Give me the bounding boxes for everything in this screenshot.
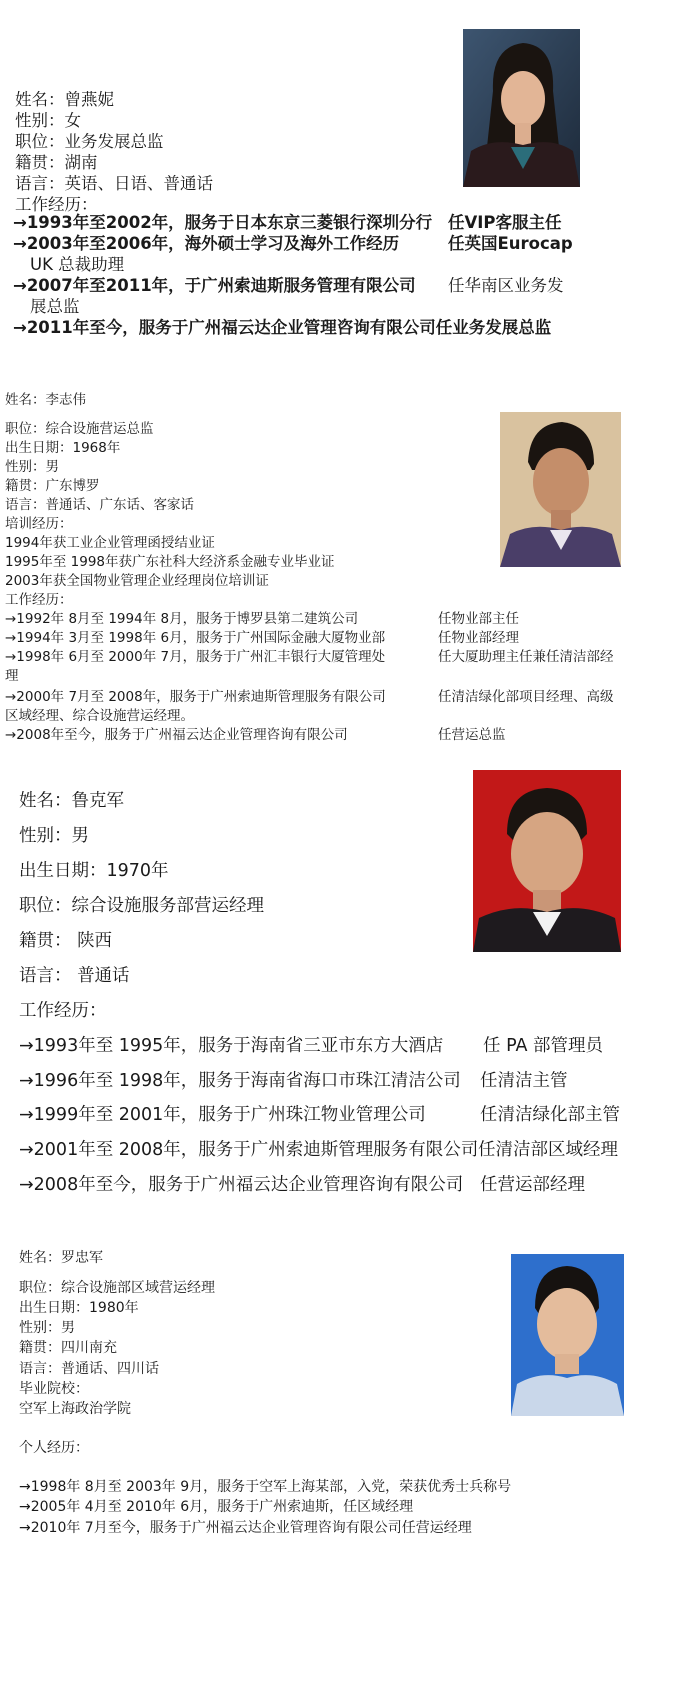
origin-field: 籍贯：湖南 xyxy=(15,153,98,172)
work-entry-role: 任大厦助理主任兼任清洁部经 xyxy=(438,649,614,665)
work-entry-role: 任 PA 部管理员 xyxy=(483,1036,604,1056)
work-entry-role: 任清洁绿化部项目经理、高级 xyxy=(438,689,614,705)
work-entry-role: 任营运部经理 xyxy=(480,1175,585,1195)
training-entry: 1994年获工业企业管理函授结业证 xyxy=(5,535,215,551)
work-entry: →2007年至2011年，于广州索迪斯服务管理有限公司 xyxy=(13,276,416,295)
work-entry: →1996年至 1998年，服务于海南省海口市珠江清洁公司 xyxy=(19,1071,461,1091)
work-entry: →2000年 7月至 2008年，服务于广州索迪斯管理服务有限公司 xyxy=(5,689,386,705)
birth-field: 出生日期：1968年 xyxy=(5,440,121,456)
work-entry-role: 任华南区业务发 xyxy=(448,276,564,295)
profile-card xyxy=(0,1200,690,1570)
work-entry-continuation: UK 总裁助理 xyxy=(30,255,125,274)
work-entry-role: 任物业部主任 xyxy=(438,611,519,627)
work-entry-role: 任VIP客服主任 xyxy=(448,213,562,232)
work-entry-role: 任清洁部区域经理 xyxy=(478,1140,618,1160)
work-entry: →1999年至 2001年，服务于广州珠江物业管理公司 xyxy=(19,1105,426,1125)
profile-photo xyxy=(473,770,621,952)
school-field: 空军上海政治学院 xyxy=(19,1401,131,1417)
language-field: 语言：普通话、广东话、客家话 xyxy=(5,497,194,513)
work-entry-continuation: 展总监 xyxy=(30,297,80,316)
work-entry: →1998年 8月至 2003年 9月，服务于空军上海某部，入党，荣获优秀士兵称号 xyxy=(19,1479,512,1495)
position-field: 职位：业务发展总监 xyxy=(15,132,164,151)
gender-field: 性别：女 xyxy=(15,111,81,130)
name-field: 姓名：李志伟 xyxy=(5,392,86,408)
work-entry-role: 任清洁绿化部主管 xyxy=(480,1105,620,1125)
gender-field: 性别：男 xyxy=(19,826,89,846)
work-history-heading: 工作经历： xyxy=(5,592,73,608)
profile-photo xyxy=(500,412,621,567)
work-entry: →1992年 8月至 1994年 8月，服务于博罗县第二建筑公司 xyxy=(5,611,359,627)
origin-field: 籍贯：四川南充 xyxy=(19,1340,117,1356)
work-history-heading: 工作经历： xyxy=(15,195,98,214)
work-entry: →1993年至2002年，服务于日本东京三菱银行深圳分行 xyxy=(13,213,433,232)
position-field: 职位：综合设施服务部营运经理 xyxy=(19,896,264,916)
training-entry: 1995年至 1998年获广东社科大经济系金融专业毕业证 xyxy=(5,554,335,570)
birth-field: 出生日期：1980年 xyxy=(19,1300,139,1316)
work-entry: →2010年 7月至今，服务于广州福云达企业管理咨询有限公司任营运经理 xyxy=(19,1520,472,1536)
origin-field: 籍贯：广东博罗 xyxy=(5,478,100,494)
gender-field: 性别：男 xyxy=(19,1320,75,1336)
work-entry-role: 任物业部经理 xyxy=(438,630,519,646)
work-entry: →1993年至 1995年，服务于海南省三亚市东方大酒店 xyxy=(19,1036,444,1056)
gender-field: 性别：男 xyxy=(5,459,59,475)
work-entry-continuation: 区域经理、综合设施营运经理。 xyxy=(5,708,194,724)
name-field: 姓名：鲁克军 xyxy=(19,791,124,811)
training-entry: 2003年获全国物业管理企业经理岗位培训证 xyxy=(5,573,269,589)
work-entry: →1998年 6月至 2000年 7月，服务于广州汇丰银行大厦管理处 xyxy=(5,649,386,665)
profile-card xyxy=(0,360,690,760)
name-field: 姓名：曾燕妮 xyxy=(15,90,114,109)
work-entry-role: 任英国Eurocap xyxy=(448,234,573,253)
profile-card xyxy=(0,760,690,1200)
work-entry-role: 任清洁主管 xyxy=(480,1071,568,1091)
profile-photo xyxy=(511,1254,624,1416)
origin-field: 籍贯： 陕西 xyxy=(19,931,113,951)
position-field: 职位：综合设施部区域营运经理 xyxy=(19,1280,215,1296)
name-field: 姓名：罗忠军 xyxy=(19,1250,103,1266)
language-field: 语言：普通话、四川话 xyxy=(19,1361,159,1377)
work-entry: →2001年至 2008年，服务于广州索迪斯管理服务有限公司 xyxy=(19,1140,479,1160)
personal-history-heading: 个人经历： xyxy=(19,1440,89,1456)
work-history-heading: 工作经历： xyxy=(19,1001,107,1021)
school-heading: 毕业院校： xyxy=(19,1381,89,1397)
work-entry: →2008年至今，服务于广州福云达企业管理咨询有限公司 xyxy=(19,1175,464,1195)
birth-field: 出生日期：1970年 xyxy=(19,861,169,881)
work-entry: →1994年 3月至 1998年 6月，服务于广州国际金融大厦物业部 xyxy=(5,630,386,646)
work-entry: →2005年 4月至 2010年 6月，服务于广州索迪斯，任区域经理 xyxy=(19,1499,414,1515)
work-entry: →2011年至今，服务于广州福云达企业管理咨询有限公司任业务发展总监 xyxy=(13,318,552,337)
training-heading: 培训经历： xyxy=(5,516,73,532)
profile-card xyxy=(0,0,690,360)
work-entry: →2008年至今，服务于广州福云达企业管理咨询有限公司 xyxy=(5,727,348,743)
work-entry-continuation: 理 xyxy=(5,668,19,684)
work-entry-role: 任营运总监 xyxy=(438,727,506,743)
position-field: 职位：综合设施营运总监 xyxy=(5,421,154,437)
profile-photo xyxy=(463,29,580,187)
language-field: 语言：英语、日语、普通话 xyxy=(15,174,213,193)
language-field: 语言： 普通话 xyxy=(19,966,130,986)
work-entry: →2003年至2006年，海外硕士学习及海外工作经历 xyxy=(13,234,400,253)
